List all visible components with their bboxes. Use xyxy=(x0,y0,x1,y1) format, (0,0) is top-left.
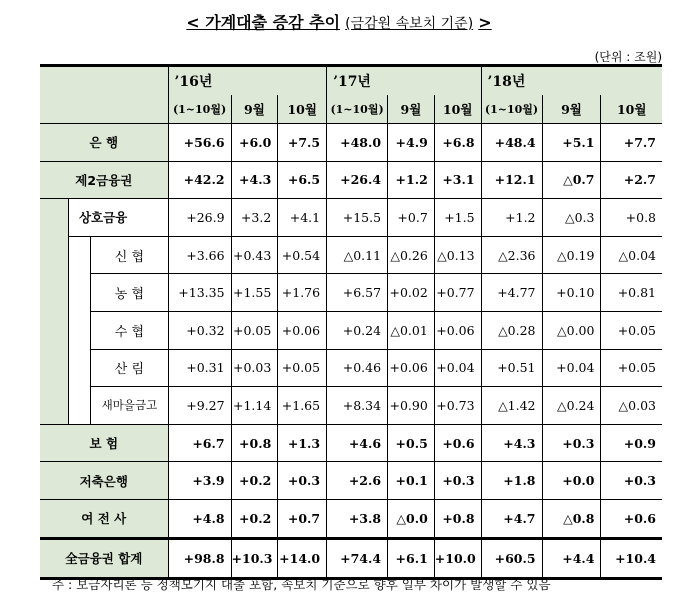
value-cell: +7.7 xyxy=(601,124,662,162)
value-cell: +0.6 xyxy=(434,424,481,462)
value-cell: +60.5 xyxy=(481,538,542,578)
row-label: 은 행 xyxy=(40,124,168,162)
value-cell: +10.0 xyxy=(434,538,481,578)
value-cell: +13.35 xyxy=(168,274,231,312)
value-cell: +3.9 xyxy=(168,462,231,500)
range-17: (1~10월) xyxy=(327,95,388,124)
value-cell: +0.3 xyxy=(278,462,327,500)
value-cell: △0.19 xyxy=(542,236,601,274)
table-row xyxy=(40,311,662,349)
value-cell: +14.0 xyxy=(278,538,327,578)
value-cell: +48.0 xyxy=(327,124,388,162)
row-label: 보 험 xyxy=(40,424,168,462)
value-cell: +0.24 xyxy=(327,311,388,349)
value-cell: +0.54 xyxy=(278,236,327,274)
value-cell: +0.0 xyxy=(542,462,601,500)
value-cell: +3.1 xyxy=(434,161,481,199)
value-cell: +10.4 xyxy=(601,538,662,578)
row-label: 저축은행 xyxy=(40,462,168,500)
value-cell: △0.11 xyxy=(327,236,388,274)
table-row xyxy=(40,274,662,312)
value-cell: +0.3 xyxy=(542,424,601,462)
month10-18: 10월 xyxy=(601,95,662,124)
value-cell: △2.36 xyxy=(481,236,542,274)
value-cell: +4.1 xyxy=(278,199,327,237)
value-cell: +0.32 xyxy=(168,311,231,349)
header-row-years xyxy=(40,66,662,96)
value-cell: △0.3 xyxy=(542,199,601,237)
title-end: > xyxy=(478,13,492,32)
value-cell: +0.90 xyxy=(388,387,435,425)
table-row xyxy=(40,236,662,274)
value-cell: +2.6 xyxy=(327,462,388,500)
value-cell: +0.05 xyxy=(231,311,278,349)
value-cell: +0.3 xyxy=(434,462,481,500)
value-cell: +6.7 xyxy=(168,424,231,462)
table-row xyxy=(40,387,662,425)
value-cell: +0.02 xyxy=(388,274,435,312)
value-cell: +3.66 xyxy=(168,236,231,274)
value-cell: +9.27 xyxy=(168,387,231,425)
value-cell: +0.05 xyxy=(601,349,662,387)
table-row xyxy=(40,349,662,387)
value-cell: +1.8 xyxy=(481,462,542,500)
value-cell: +0.05 xyxy=(601,311,662,349)
value-cell: +0.10 xyxy=(542,274,601,312)
value-cell: +4.8 xyxy=(168,499,231,538)
value-cell: △0.7 xyxy=(542,161,601,199)
year-header-18: ’18년 xyxy=(481,66,662,96)
row-label: 산 림 xyxy=(91,349,168,387)
value-cell: +0.2 xyxy=(231,499,278,538)
table-row xyxy=(40,462,662,500)
value-cell: +74.4 xyxy=(327,538,388,578)
title-sub: (금감원 속보치 기준) xyxy=(345,16,474,32)
table-row xyxy=(40,499,662,538)
table-row xyxy=(40,124,662,162)
value-cell: +4.7 xyxy=(481,499,542,538)
month9-18: 9월 xyxy=(542,95,601,124)
value-cell: +0.51 xyxy=(481,349,542,387)
value-cell: +6.5 xyxy=(278,161,327,199)
value-cell: +0.1 xyxy=(388,462,435,500)
value-cell: +0.3 xyxy=(601,462,662,500)
year-header-17: ’17년 xyxy=(327,66,481,96)
value-cell: +26.4 xyxy=(327,161,388,199)
value-cell: +1.76 xyxy=(278,274,327,312)
value-cell: +1.14 xyxy=(231,387,278,425)
row-label: 농 협 xyxy=(91,274,168,312)
value-cell: △0.04 xyxy=(601,236,662,274)
value-cell: +6.1 xyxy=(388,538,435,578)
month10-16: 10월 xyxy=(278,95,327,124)
row-label: 제2금융권 xyxy=(40,161,168,199)
value-cell: +0.2 xyxy=(231,462,278,500)
table-row xyxy=(40,199,662,237)
value-cell: +0.9 xyxy=(601,424,662,462)
subgroup-indent xyxy=(68,236,90,424)
value-cell: +0.7 xyxy=(278,499,327,538)
value-cell: +0.6 xyxy=(601,499,662,538)
value-cell: +6.57 xyxy=(327,274,388,312)
range-16: (1~10월) xyxy=(168,95,231,124)
value-cell: +15.5 xyxy=(327,199,388,237)
value-cell: +0.7 xyxy=(388,199,435,237)
value-cell: +6.0 xyxy=(231,124,278,162)
value-cell: +0.05 xyxy=(278,349,327,387)
value-cell: +0.77 xyxy=(434,274,481,312)
value-cell: +5.1 xyxy=(542,124,601,162)
footnote: 주 : 보금자리론 등 정책모기지 대출 포함, 속보치 기준으로 향후 일부 차이가 발생할 수 있음 xyxy=(52,577,551,592)
value-cell: +3.8 xyxy=(327,499,388,538)
month9-17: 9월 xyxy=(388,95,435,124)
value-cell: +1.2 xyxy=(388,161,435,199)
row-label: 수 협 xyxy=(91,311,168,349)
value-cell: +0.73 xyxy=(434,387,481,425)
value-cell: +8.34 xyxy=(327,387,388,425)
group-indent xyxy=(40,199,68,425)
value-cell: +0.81 xyxy=(601,274,662,312)
value-cell: +1.65 xyxy=(278,387,327,425)
value-cell: +42.2 xyxy=(168,161,231,199)
value-cell: +0.06 xyxy=(434,311,481,349)
value-cell: △0.03 xyxy=(601,387,662,425)
value-cell: +7.5 xyxy=(278,124,327,162)
value-cell: +12.1 xyxy=(481,161,542,199)
year-header-16: ’16년 xyxy=(168,66,327,96)
value-cell: +26.9 xyxy=(168,199,231,237)
value-cell: +4.77 xyxy=(481,274,542,312)
table-row xyxy=(40,161,662,199)
value-cell: +1.3 xyxy=(278,424,327,462)
value-cell: +0.46 xyxy=(327,349,388,387)
value-cell: △0.00 xyxy=(542,311,601,349)
value-cell: +0.8 xyxy=(434,499,481,538)
value-cell: +0.04 xyxy=(434,349,481,387)
header-corner xyxy=(40,66,168,124)
unit-label: (단위 : 조원) xyxy=(594,50,662,64)
value-cell: +0.5 xyxy=(388,424,435,462)
value-cell: △0.0 xyxy=(388,499,435,538)
value-cell: △0.13 xyxy=(434,236,481,274)
value-cell: △0.26 xyxy=(388,236,435,274)
value-cell: +4.4 xyxy=(542,538,601,578)
value-cell: +10.3 xyxy=(231,538,278,578)
row-label: 상호금융 xyxy=(68,199,168,237)
table-row xyxy=(40,424,662,462)
value-cell: +0.06 xyxy=(278,311,327,349)
value-cell: △0.01 xyxy=(388,311,435,349)
total-row xyxy=(40,538,662,578)
value-cell: +4.9 xyxy=(388,124,435,162)
value-cell: +6.8 xyxy=(434,124,481,162)
value-cell: +1.2 xyxy=(481,199,542,237)
value-cell: +0.8 xyxy=(601,199,662,237)
value-cell: +0.8 xyxy=(231,424,278,462)
value-cell: △1.42 xyxy=(481,387,542,425)
value-cell: △0.28 xyxy=(481,311,542,349)
value-cell: +1.5 xyxy=(434,199,481,237)
value-cell: +98.8 xyxy=(168,538,231,578)
value-cell: +48.4 xyxy=(481,124,542,162)
value-cell: +0.04 xyxy=(542,349,601,387)
value-cell: +4.3 xyxy=(481,424,542,462)
value-cell: △0.8 xyxy=(542,499,601,538)
row-label: 신 협 xyxy=(91,236,168,274)
value-cell: +0.31 xyxy=(168,349,231,387)
table-title xyxy=(0,10,678,33)
total-label: 全금융권 합계 xyxy=(40,538,168,578)
value-cell: +0.03 xyxy=(231,349,278,387)
value-cell: +1.55 xyxy=(231,274,278,312)
title-main: < 가계대출 증감 추이 xyxy=(186,13,341,32)
value-cell: +2.7 xyxy=(601,161,662,199)
household-loan-table xyxy=(40,64,662,580)
range-18: (1~10월) xyxy=(481,95,542,124)
row-label: 여 전 사 xyxy=(40,499,168,538)
value-cell: +3.2 xyxy=(231,199,278,237)
row-label: 새마을금고 xyxy=(91,387,168,425)
value-cell: +0.06 xyxy=(388,349,435,387)
value-cell: △0.24 xyxy=(542,387,601,425)
value-cell: +0.43 xyxy=(231,236,278,274)
month10-17: 10월 xyxy=(434,95,481,124)
value-cell: +56.6 xyxy=(168,124,231,162)
value-cell: +4.3 xyxy=(231,161,278,199)
value-cell: +4.6 xyxy=(327,424,388,462)
month9-16: 9월 xyxy=(231,95,278,124)
